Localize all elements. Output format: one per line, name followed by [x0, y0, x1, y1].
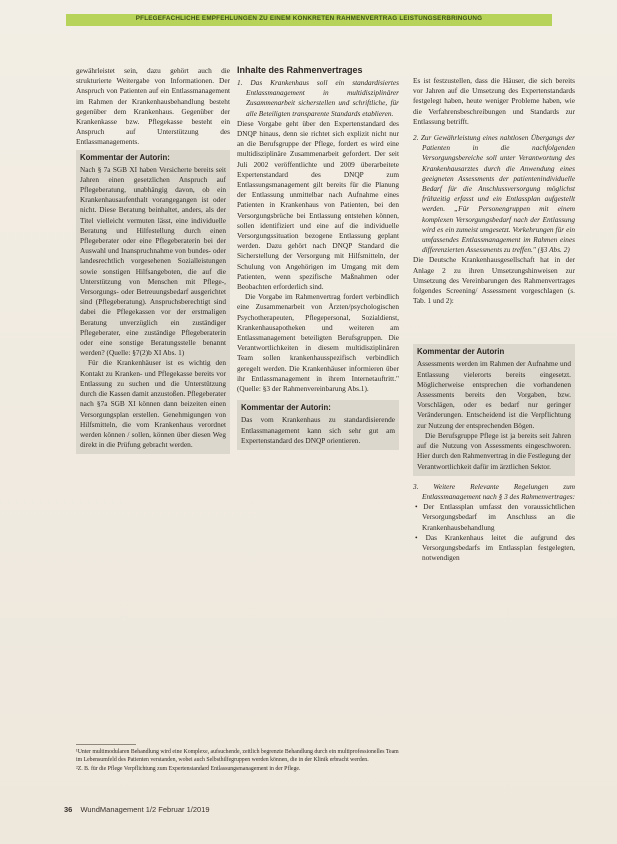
bullet-item-2: • Das Krankenhaus leitet die aufgrund des Versorgungsbedarfs im Entlassplan festgelegten, notwendigen — [415, 532, 575, 563]
author-comment-3-paragraph-1: Assessments werden im Rahmen der Aufnahme und Entlassung vielerorts bereits eingesetzt. Möglicherweise entsprechen die vorhandenen Assessments bereits den Vorgaben, bzw. Vorschlägen, oder es bedarf nur geringer Veränderungen. Entscheidend ist die Verpflichtung zur Nutzung der entsprechenden Bögen. — [417, 359, 571, 430]
footnote-divider — [76, 744, 136, 745]
page-number: 36 — [64, 805, 73, 814]
col2-paragraph-2: Die Vorgabe im Rahmenvertrag fordert verbindlich eine Zusammenarbeit von Ärzten/psychologischen Psychotherapeuten, Pflegepersonal, Sozialdienst, Krankenhausapotheken und weiteren am Entlassmanagement beteiligten Berufsgruppen. Die Verantwortlichkeiten in diesem multidisziplinären Team sollen krankenhausspezifisch verbindlich geregelt werden. Die Krankenhäuser informieren über ihr Entlassmanagement in ihrem Internetauftritt." (Quelle: §3 der Rahmenvereinbarung Abs.1). — [237, 292, 399, 394]
journal-name: WundManagement 1/2 Februar 1/2019 — [80, 805, 210, 814]
rule-item-1: 1. Das Krankenhaus soll ein standardisiertes Entlassmanagement in multidisziplinärer Zusammenarbeit sicherstellen und schriftliche, für alle Beteiligten transparente Standards etablieren. — [237, 78, 399, 118]
author-comment-heading-1: Kommentar der Autorin: — [80, 152, 170, 162]
author-comment-box-1 — [76, 150, 230, 455]
rule-item-3: 3. Weitere Relevante Regelungen zum Entlassmanagement nach § 3 des Rahmenvertrages: — [413, 481, 576, 501]
column-2 — [237, 65, 399, 450]
author-comment-box-2 — [237, 400, 399, 450]
section-heading: Inhalte des Rahmenvertrages — [237, 65, 363, 75]
author-comment-3-paragraph-2: Die Berufsgruppe Pflege ist ja bereits seit Jahren auf die Nutzung von Assessments eingeschworen. Hier durch den Rahmenvertrag in die Festlegung der Verantwortlichkeit dafür im ärztlichen Sektor. — [417, 430, 571, 471]
footnote-1: ¹Unter multimodularen Behandlung wird eine Komplexe, aufsuchende, zeitlich begrenzte Behandlung durch ein multiprofessionelles Team im Lebensumfeld des Patienten verstanden, wobei auch Selbsthilfegruppen werden können, die in der Klinik erbracht werden. — [76, 749, 399, 764]
footnotes — [76, 748, 406, 773]
column-3 — [413, 76, 575, 563]
author-comment-1-paragraph-2: Für die Krankenhäuser ist es wichtig den Kontakt zu Kranken- und Pflegekasse bereits vor Entlassung zu suchen und die Unterstützung durch die Kassen damit anzustoßen. Pflegeberater nach §7a SGB XI können dann beizeiten einen Versorgungsplan erstellen. Genehmigungen von Hilfsmitteln, die vom Krankenhaus verordnet werden können / sollen, können über diesen Weg direkt in die Prüfung gebracht werden. — [80, 358, 226, 450]
author-comment-heading-2: Kommentar der Autorin: — [241, 403, 331, 413]
rule-item-2: 2. Zur Gewährleistung eines nahtlosen Übergangs der Patienten in die nachfolgenden Versorgungsbereiche soll unter Verantwortung des Krankenhausarztes durch die Anwendung eines geeigneten Assessments der patientenindividuelle Bedarf für die Anschlussversorgung möglichst frühzeitig erfasst und ein Entlassplan aufgestellt werden. „Für Personengruppen mit einem komplexen Versorgungsbedarf nach der Entlassung wird es ein zumeist umgesetzt. Vorkehrungen für ein umfassendes Entlassmanagement im Rahmen eines differenzierten Assessments zu treffen." (§3 Abs. 2) — [413, 133, 575, 255]
bullet-item-1-text: Der Entlassplan umfasst den voraussichtlichen Versorgungsbedarf im Anschluss an die Krankenhausbehandlung — [422, 502, 575, 532]
col2-paragraph-1: Diese Vorgabe geht über den Expertenstandard des DNQP hinaus, denn sie richtet sich explizit nicht nur an die Berufsgruppe der Pflege, fordert es wird eine multidisziplinäre Zusammenarbeit gefordert. Der seit Juli 2002 veröffentlichte und 2009 überarbeitete Expertenstandard des DNQP zum Entlassungsmanagement gilt bereits für die Planung der Entlassung unmittelbar nach Aufnahme eines Patienten in Krankenhaus von Patienten, bei den Versorgungsbrüche bei Entlassung entstehen können, sollen identifiziert und eine auf die individuelle Versorgungssituation bezogene Entlassung geplant werden. Dazu gehört nach DNQP Standard die Sicherstellung der Versorgung mit Hilfsmitteln, der Schulung von Angehörigen im Umgang mit dem Patienten, wenn spezifische Maßnahmen oder Beobachten erforderlich sind. — [237, 118, 399, 292]
col3-paragraph-1: Es ist festzustellen, dass die Häuser, die sich bereits vor Jahren auf die Umsetzung des Expertenstandards festgelegt haben, heute weniger Probleme haben, wie die Verfahrensbeschreibungen und Standards zur Entlassung betrifft. — [413, 76, 575, 126]
page-footer — [64, 805, 364, 814]
author-comment-1-paragraph-1: Nach § 7a SGB XI haben Versicherte bereits seit Jahren einen gesetzlichen Anspruch auf Pflegeberatung, unabhängig davon, ob ein Krankenhausaufenthalt vorangegangen ist oder nicht. Diese Beratung beinhaltet, anders, als der Titel vielleicht vermuten lässt, eine individuelle Beratung und Hilfestellung durch einen Pflegeberater oder eine Pflegeberaterin bei der Auswahl und Inanspruchnahme von bundes- oder landesrechtlich vorgesehenen Sozialleistungen sowie sonstigen Hilfsangeboten, die auf die Unterstützung von Menschen mit Pflege-, Versorgungs- oder Betreuungsbedarf ausgerichtet sind (Pflegeberatung). Anspruchsberechtigt sind dabei die Pflegekassen vor der erstmaligen Beratung unverzüglich ein zuständiger Pflegeberater, eine zuständige Pflegeberaterin oder eine sonstige Beratungsstelle benannt werden? (Quelle: §7(2)b XI Abs. 1) — [80, 164, 226, 358]
author-comment-heading-3: Kommentar der Autorin — [417, 347, 505, 357]
col3-paragraph-2: Die Deutsche Krankenhausgesellschaft hat in der Anlage 2 zu ihren Umsetzungshinweisen zur Umsetzung des Vereinbarungen des Rahmenvertrages folgendes Screening/ Assessment vorgeschlagen (s. Tab. 1 und 2): — [413, 255, 575, 306]
col1-intro: gewährleistet sein, dazu gehört auch die strukturierte Weitergabe von Informationen. Der Anspruch von Patienten auf ein Entlassmanagement im Rahmen der Krankenhausbehandlung besteht gegenüber dem Krankenhaus. Gegenüber der Krankenkasse bzw. Pflegekasse besteht ein Anspruch auf Unterstützung des Entlassmanagements. — [76, 66, 230, 147]
author-comment-box-3 — [413, 344, 575, 475]
bullet-item-2-text: Das Krankenhaus leitet die aufgrund des Versorgungsbedarfs im Entlassplan festgelegten, notwendigen — [422, 532, 575, 563]
header-bar-text: PFLEGEFACHLICHE EMPFEHLUNGEN ZU EINEM KONKRETEN RAHMENVERTRAG LEISTUNGSERBRINGUNG — [135, 15, 483, 22]
footnote-2: ²Z. B. für die Pflege Verpflichtung zum Expertenstandard Entlassungsmanagement in der Pflege. — [76, 765, 301, 772]
author-comment-2-text: Das vom Krankenhaus zu standardisierende Entlassmanagement kann sich sehr gut am Expertenstandard des DNQP orientieren. — [241, 415, 395, 445]
header-bar — [66, 14, 552, 26]
bullet-item-1: • Der Entlassplan umfasst den voraussichtlichen Versorgungsbedarf im Anschluss an die Krankenhausbehandlung — [415, 502, 575, 532]
column-1 — [76, 66, 230, 454]
